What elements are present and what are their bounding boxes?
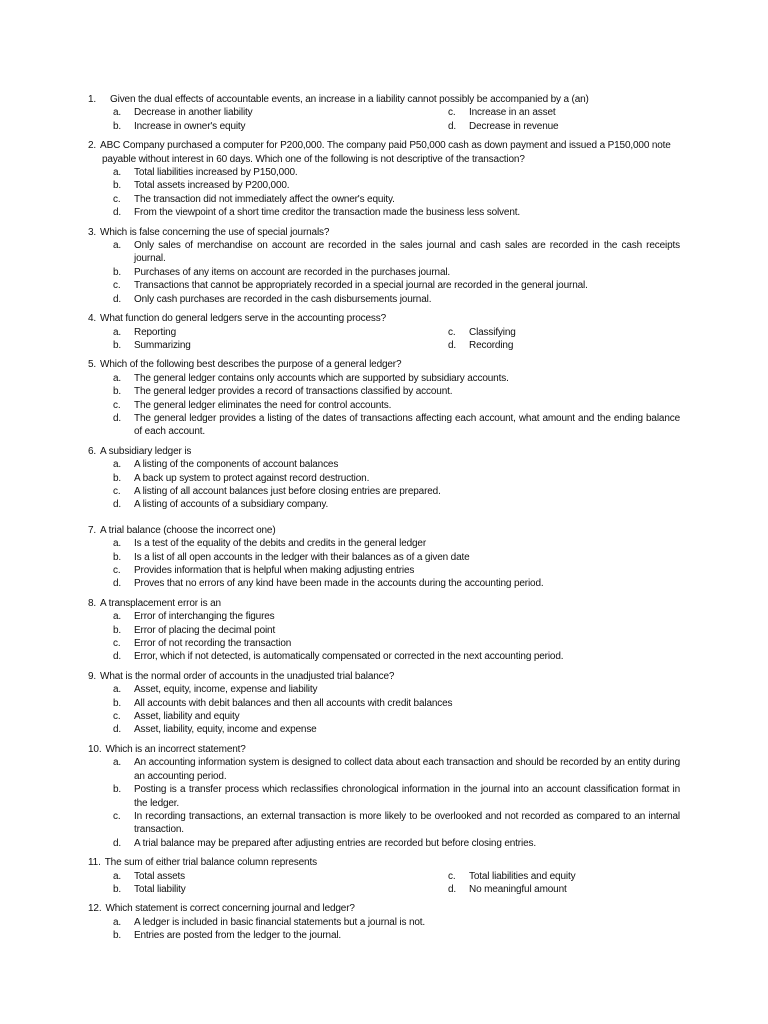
option-text: Reporting [134,326,177,338]
option-b [113,385,680,398]
option-b [113,472,680,485]
option-letter: b. [113,624,122,636]
option-a [113,537,680,550]
question-text: A trial balance (choose the incorrect one) [100,524,276,536]
question-number: 8. [88,597,97,609]
option-b [113,783,680,810]
option-letter: d. [113,293,122,305]
question-5 [88,358,680,438]
question-2 [88,139,680,219]
option-d [113,837,680,850]
question-stem [88,358,680,371]
option-text: Transactions that cannot be appropriately recorded in a special journal are recorded in the general journal. [134,280,588,292]
options-list [113,610,680,664]
options-list [113,372,680,439]
question-number: 2. [88,140,97,152]
question-text: Which is an incorrect statement? [105,743,246,755]
option-text: All accounts with debit balances and then all accounts with credit balances [134,697,453,709]
option-b [113,339,448,352]
options-list [113,683,680,737]
question-number: 7. [88,524,97,536]
question-3 [88,226,680,306]
option-a [113,458,680,471]
option-text: A listing of the components of account balances [134,459,339,471]
option-text: A listing of all account balances just before closing entries are prepared. [134,485,441,497]
question-text: The sum of either trial balance column represents [104,857,317,869]
option-text: Error of not recording the transaction [134,638,292,650]
option-c [113,810,680,837]
option-d [113,650,680,663]
option-letter: b. [113,339,122,351]
option-a [113,756,680,783]
option-text: In recording transactions, an external transaction is more likely to be overlooked and not recorded as compared to an internal transaction. [134,810,680,836]
option-c [113,564,680,577]
option-letter: c. [113,193,121,205]
option-text: Error, which if not detected, is automatically compensated or corrected in the next accounting period. [134,651,564,663]
question-11 [88,856,680,896]
option-c [113,399,680,412]
option-a [113,166,680,179]
option-text: A back up system to protect against record destruction. [134,472,370,484]
options-list [113,916,680,943]
option-d [448,339,680,352]
option-letter: b. [113,472,122,484]
question-text: A subsidiary ledger is [100,445,192,457]
option-letter: c. [113,638,121,650]
question-8 [88,597,680,664]
option-letter: b. [113,120,122,132]
option-text: Asset, liability and equity [134,711,240,723]
question-text: Given the dual effects of accountable events, an increase in a liability cannot possibly be accompanied by a (an) [110,94,589,105]
option-text: From the viewpoint of a short time creditor the transaction made the business less solvent. [134,207,520,219]
option-letter: c. [113,565,121,576]
option-text: Total liabilities increased by P150,000. [134,167,298,179]
option-text: Total assets increased by P200,000. [134,180,290,192]
option-c [113,193,680,206]
option-letter: b. [113,180,122,192]
option-letter: a. [113,870,122,882]
option-d [448,120,680,133]
option-letter: a. [113,167,122,179]
option-b [113,120,448,133]
option-d [448,883,680,896]
option-letter: a. [113,326,122,338]
question-stem [88,670,680,683]
option-letter: d. [113,412,122,424]
option-letter: a. [113,611,122,623]
option-letter: d. [113,651,122,663]
question-9 [88,670,680,737]
option-letter: c. [113,280,121,292]
option-c [113,710,680,723]
option-letter: b. [113,930,122,942]
option-text: Asset, equity, income, expense and liability [134,684,318,696]
option-letter: d. [448,883,457,895]
option-letter: a. [113,916,122,928]
option-d [113,206,680,219]
option-text: The general ledger eliminates the need for control accounts. [134,399,392,411]
option-text: Posting is a transfer process which reclassifies chronological information in the journal into an account classification format in the ledger. [134,784,680,809]
question-number: 12. [88,903,102,915]
option-text: Error of placing the decimal point [134,624,276,636]
option-letter: a. [113,107,122,119]
question-text: Which of the following best describes the purpose of a general ledger? [100,359,402,371]
option-letter: c. [113,399,121,411]
question-7 [88,524,680,591]
option-text: Recording [469,339,514,351]
question-stem [88,93,680,106]
option-text: Classifying [469,326,516,338]
option-letter: d. [113,207,122,219]
question-number: 1. [88,94,97,105]
question-6 [88,445,680,512]
option-letter: b. [113,784,122,796]
option-a [113,610,680,623]
question-stem [88,743,680,756]
option-b [113,697,680,710]
option-letter: b. [113,266,122,278]
options-grid [113,326,680,353]
question-stem [88,226,680,239]
option-a [113,683,680,696]
option-letter: d. [113,724,122,736]
option-a [113,916,680,929]
option-letter: a. [113,684,122,696]
option-letter: c. [113,810,121,822]
question-number: 6. [88,445,97,457]
option-text: Only cash purchases are recorded in the cash disbursements journal. [134,293,432,305]
option-text: Decrease in revenue [469,120,559,132]
option-text: The general ledger provides a listing of the dates of transactions affecting each account, what amount and the ending balance of each account. [134,412,680,438]
question-text: Which statement is correct concerning journal and ledger? [105,903,355,915]
option-text: A trial balance may be prepared after adjusting entries are recorded but before closing entries. [134,837,536,849]
options-list [113,239,680,306]
question-10 [88,743,680,850]
option-d [113,412,680,439]
option-text: Only sales of merchandise on account are recorded in the sales journal and cash sales are recorded in the cash receipts journal. [134,240,680,265]
question-number: 3. [88,226,97,238]
question-text: Which is false concerning the use of special journals? [100,226,330,238]
option-text: Total assets [134,870,186,882]
option-b [113,624,680,637]
option-letter: c. [448,326,456,338]
option-text: The general ledger provides a record of transactions classified by account. [134,386,453,398]
question-stem [88,856,680,869]
option-text: No meaningful amount [469,883,567,895]
option-c [113,279,680,292]
question-12 [88,902,680,942]
option-a [113,326,448,339]
option-b [113,929,680,942]
option-text: Purchases of any items on account are recorded in the purchases journal. [134,266,451,278]
question-text: ABC Company purchased a computer for P200,000. The company paid P50,000 cash as down payment and issued a P150,000 note [100,140,671,152]
option-letter: a. [113,240,122,252]
options-list [113,756,680,850]
option-b [113,179,680,192]
option-text: Increase in owner's equity [134,120,246,132]
option-d [113,293,680,306]
option-text: Entries are posted from the ledger to the journal. [134,930,342,942]
option-letter: c. [113,485,121,497]
option-text: A listing of accounts of a subsidiary company. [134,499,329,511]
option-text: The transaction did not immediately affect the owner's equity. [134,193,395,205]
option-letter: b. [113,386,122,398]
question-text: What function do general ledgers serve in the accounting process? [100,313,387,325]
option-letter: b. [113,883,122,895]
option-d [113,498,680,511]
option-letter: d. [113,578,122,590]
option-text: Total liability [134,883,186,895]
option-a [113,106,448,119]
option-letter: c. [448,107,456,119]
option-text: An accounting information system is designed to collect data about each transaction and should be recorded by an entity during an accounting period. [134,757,680,782]
question-stem [88,524,680,537]
option-text: Total liabilities and equity [469,870,576,882]
question-4 [88,312,680,352]
option-letter: a. [113,538,122,550]
option-text: Is a test of the equality of the debits and credits in the general ledger [134,538,427,550]
option-c [113,637,680,650]
option-letter: b. [113,551,122,563]
option-letter: d. [448,339,457,351]
options-list [113,166,680,220]
option-letter: d. [113,837,122,849]
option-letter: a. [113,372,122,384]
options-grid [113,106,680,133]
question-text: A transplacement error is an [100,597,221,609]
option-b [113,551,680,564]
option-d [113,577,680,590]
option-c [448,106,680,119]
question-number: 11. [88,857,101,869]
options-list [113,537,680,591]
question-number: 5. [88,359,97,371]
option-b [113,266,680,279]
question-stem [88,597,680,610]
question-stem [88,445,680,458]
option-letter: a. [113,757,122,769]
option-text: Is a list of all open accounts in the ledger with their balances as of a given date [134,551,470,563]
options-grid [113,870,680,897]
question-text-continued: payable without interest in 60 days. Which one of the following is not descriptive of the transaction? [102,153,525,165]
option-text: Provides information that is helpful when making adjusting entries [134,565,415,576]
option-c [448,326,680,339]
question-number: 10. [88,743,102,755]
option-text: Proves that no errors of any kind have been made in the accounts during the accounting period. [134,578,544,590]
option-letter: a. [113,459,122,471]
option-c [448,870,680,883]
options-list [113,458,680,512]
option-d [113,723,680,736]
exam-page [88,93,680,949]
option-text: Decrease in another liability [134,107,253,119]
question-1 [88,93,680,133]
option-text: Asset, liability, equity, income and expense [134,724,317,736]
option-letter: d. [113,499,122,511]
option-letter: c. [448,870,456,882]
question-stem [88,139,680,152]
option-letter: b. [113,697,122,709]
option-a [113,372,680,385]
option-text: Summarizing [134,339,191,351]
question-stem [88,902,680,915]
option-text: The general ledger contains only accounts which are supported by subsidiary accounts. [134,372,509,384]
option-text: A ledger is included in basic financial statements but a journal is not. [134,916,426,928]
option-text: Increase in an asset [469,107,556,119]
question-number: 4. [88,313,97,325]
option-b [113,883,448,896]
question-stem [88,312,680,325]
option-c [113,485,680,498]
option-a [113,870,448,883]
question-text: What is the normal order of accounts in the unadjusted trial balance? [100,670,395,682]
option-a [113,239,680,266]
question-number: 9. [88,670,97,682]
option-letter: d. [448,120,457,132]
option-letter: c. [113,711,121,723]
option-text: Error of interchanging the figures [134,611,275,623]
